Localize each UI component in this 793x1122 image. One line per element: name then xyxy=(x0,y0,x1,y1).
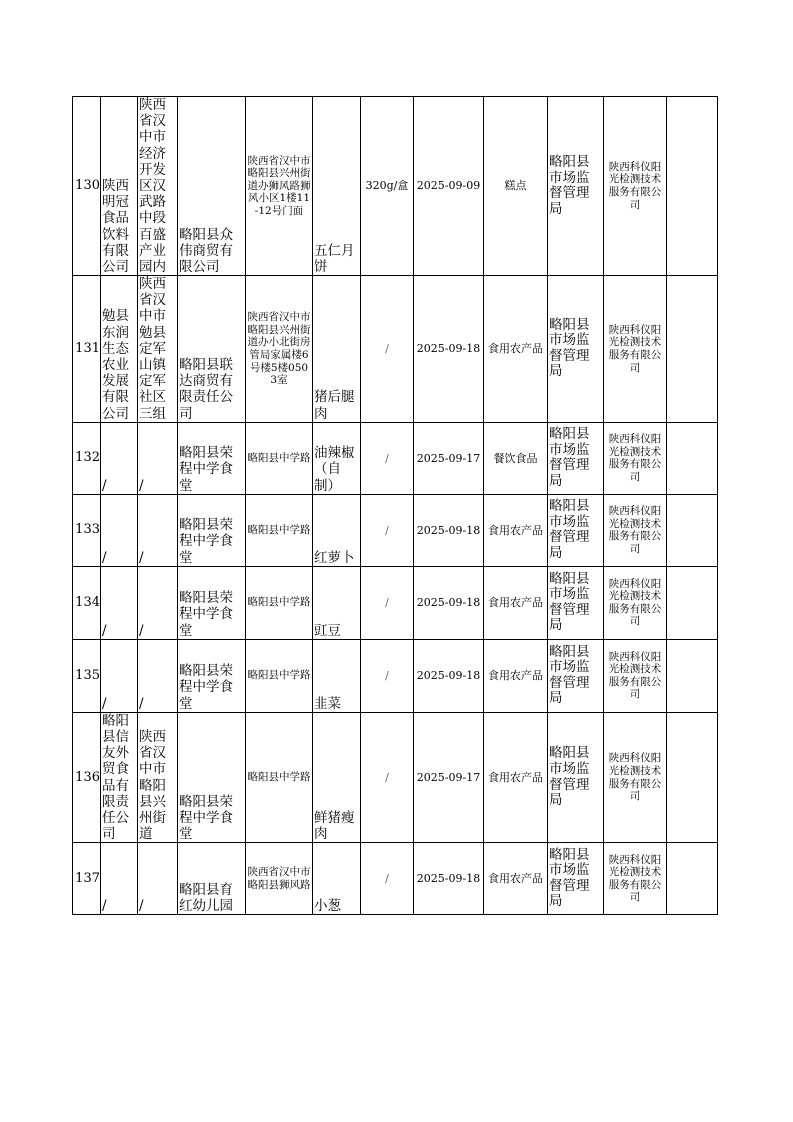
producer-address-cell: / xyxy=(138,566,178,639)
sampled-unit-cell: 略阳县荣程中学食堂 xyxy=(178,712,246,843)
producer-name-cell: / xyxy=(101,494,138,566)
sampled-unit-cell: 略阳县育红幼儿园 xyxy=(178,843,246,915)
specification-cell: / xyxy=(361,712,414,843)
table-row xyxy=(73,566,718,639)
sampled-unit-address-cell: 略阳县中学路 xyxy=(246,566,313,639)
sampled-unit-address-cell: 陕西省汉中市略阳县兴州街道办狮风路狮风小区1楼11-12号门面 xyxy=(246,97,313,276)
testing-agency-cell: 陕西科仪阳光检测技术服务有限公司 xyxy=(604,712,667,843)
task-authority-cell: 略阳县市场监督管理局 xyxy=(548,566,604,639)
producer-name-cell: / xyxy=(101,639,138,712)
testing-agency-cell: 陕西科仪阳光检测技术服务有限公司 xyxy=(604,494,667,566)
sampled-unit-address-cell: 陕西省汉中市略阳县狮风路 xyxy=(246,843,313,915)
producer-address-cell: 陕西省汉中市经济开发区汉武路中段百盛产业园内 xyxy=(138,97,178,276)
producer-address-cell: 陕西省汉中市勉县定军山镇定军社区三组 xyxy=(138,276,178,423)
producer-name-cell: 陕西明冠食品饮料有限公司 xyxy=(101,97,138,276)
remarks-cell xyxy=(667,422,718,494)
production-date-cell: 2025-09-18 xyxy=(414,566,484,639)
remarks-cell xyxy=(667,494,718,566)
producer-address-cell: / xyxy=(138,494,178,566)
production-date-cell: 2025-09-09 xyxy=(414,97,484,276)
specification-cell: 320g/盒 xyxy=(361,97,414,276)
remarks-cell xyxy=(667,276,718,423)
sampled-unit-address-cell: 略阳县中学路 xyxy=(246,422,313,494)
production-date-cell: 2025-09-18 xyxy=(414,276,484,423)
row-number-cell: 135 xyxy=(73,639,101,712)
testing-agency-cell: 陕西科仪阳光检测技术服务有限公司 xyxy=(604,639,667,712)
food-category-cell: 食用农产品 xyxy=(484,639,548,712)
product-name-cell: 韭菜 xyxy=(313,639,361,712)
task-authority-cell: 略阳县市场监督管理局 xyxy=(548,843,604,915)
testing-agency-cell: 陕西科仪阳光检测技术服务有限公司 xyxy=(604,843,667,915)
product-name-cell: 猪后腿肉 xyxy=(313,276,361,423)
sampled-unit-address-cell: 陕西省汉中市略阳县兴州街道办小北街房管局家属楼6号楼5楼0503室 xyxy=(246,276,313,423)
food-category-cell: 食用农产品 xyxy=(484,843,548,915)
specification-cell: / xyxy=(361,494,414,566)
remarks-cell xyxy=(667,843,718,915)
food-category-cell: 食用农产品 xyxy=(484,494,548,566)
specification-cell: / xyxy=(361,422,414,494)
product-name-cell: 鲜猪瘦肉 xyxy=(313,712,361,843)
producer-address-cell: 陕西省汉中市略阳县兴州街道 xyxy=(138,712,178,843)
producer-address-cell: / xyxy=(138,843,178,915)
task-authority-cell: 略阳县市场监督管理局 xyxy=(548,276,604,423)
remarks-cell xyxy=(667,566,718,639)
table-row xyxy=(73,639,718,712)
testing-agency-cell: 陕西科仪阳光检测技术服务有限公司 xyxy=(604,97,667,276)
row-number-cell: 137 xyxy=(73,843,101,915)
production-date-cell: 2025-09-17 xyxy=(414,712,484,843)
producer-name-cell: / xyxy=(101,566,138,639)
producer-name-cell: / xyxy=(101,843,138,915)
producer-name-cell: 勉县东润生态农业发展有限公司 xyxy=(101,276,138,423)
task-authority-cell: 略阳县市场监督管理局 xyxy=(548,422,604,494)
specification-cell: / xyxy=(361,566,414,639)
sampled-unit-address-cell: 略阳县中学路 xyxy=(246,712,313,843)
task-authority-cell: 略阳县市场监督管理局 xyxy=(548,494,604,566)
sampled-unit-address-cell: 略阳县中学路 xyxy=(246,494,313,566)
production-date-cell: 2025-09-18 xyxy=(414,639,484,712)
task-authority-cell: 略阳县市场监督管理局 xyxy=(548,639,604,712)
row-number-cell: 130 xyxy=(73,97,101,276)
remarks-cell xyxy=(667,712,718,843)
sampled-unit-cell: 略阳县荣程中学食堂 xyxy=(178,494,246,566)
testing-agency-cell: 陕西科仪阳光检测技术服务有限公司 xyxy=(604,566,667,639)
producer-name-cell: / xyxy=(101,422,138,494)
food-category-cell: 餐饮食品 xyxy=(484,422,548,494)
row-number-cell: 131 xyxy=(73,276,101,423)
product-name-cell: 豇豆 xyxy=(313,566,361,639)
food-category-cell: 糕点 xyxy=(484,97,548,276)
production-date-cell: 2025-09-17 xyxy=(414,422,484,494)
task-authority-cell: 略阳县市场监督管理局 xyxy=(548,712,604,843)
table-row xyxy=(73,712,718,843)
producer-address-cell: / xyxy=(138,639,178,712)
specification-cell: / xyxy=(361,276,414,423)
row-number-cell: 134 xyxy=(73,566,101,639)
remarks-cell xyxy=(667,97,718,276)
sampled-unit-address-cell: 略阳县中学路 xyxy=(246,639,313,712)
specification-cell: / xyxy=(361,639,414,712)
row-number-cell: 133 xyxy=(73,494,101,566)
sampled-unit-cell: 略阳县联达商贸有限责任公司 xyxy=(178,276,246,423)
table-row xyxy=(73,843,718,915)
testing-agency-cell: 陕西科仪阳光检测技术服务有限公司 xyxy=(604,276,667,423)
food-category-cell: 食用农产品 xyxy=(484,276,548,423)
table-row xyxy=(73,422,718,494)
table-row xyxy=(73,97,718,276)
sampled-unit-cell: 略阳县荣程中学食堂 xyxy=(178,639,246,712)
row-number-cell: 136 xyxy=(73,712,101,843)
product-name-cell: 五仁月饼 xyxy=(313,97,361,276)
producer-address-cell: / xyxy=(138,422,178,494)
table-row xyxy=(73,494,718,566)
food-category-cell: 食用农产品 xyxy=(484,566,548,639)
sampled-unit-cell: 略阳县荣程中学食堂 xyxy=(178,422,246,494)
production-date-cell: 2025-09-18 xyxy=(414,494,484,566)
sampled-unit-cell: 略阳县众伟商贸有限公司 xyxy=(178,97,246,276)
food-category-cell: 食用农产品 xyxy=(484,712,548,843)
sampling-results-table xyxy=(72,96,718,915)
production-date-cell: 2025-09-18 xyxy=(414,843,484,915)
producer-name-cell: 略阳县信友外贸食品有限责任公司 xyxy=(101,712,138,843)
remarks-cell xyxy=(667,639,718,712)
specification-cell: / xyxy=(361,843,414,915)
product-name-cell: 红萝卜 xyxy=(313,494,361,566)
sampled-unit-cell: 略阳县荣程中学食堂 xyxy=(178,566,246,639)
product-name-cell: 小葱 xyxy=(313,843,361,915)
product-name-cell: 油辣椒（自制） xyxy=(313,422,361,494)
task-authority-cell: 略阳县市场监督管理局 xyxy=(548,97,604,276)
row-number-cell: 132 xyxy=(73,422,101,494)
testing-agency-cell: 陕西科仪阳光检测技术服务有限公司 xyxy=(604,422,667,494)
table-row xyxy=(73,276,718,423)
